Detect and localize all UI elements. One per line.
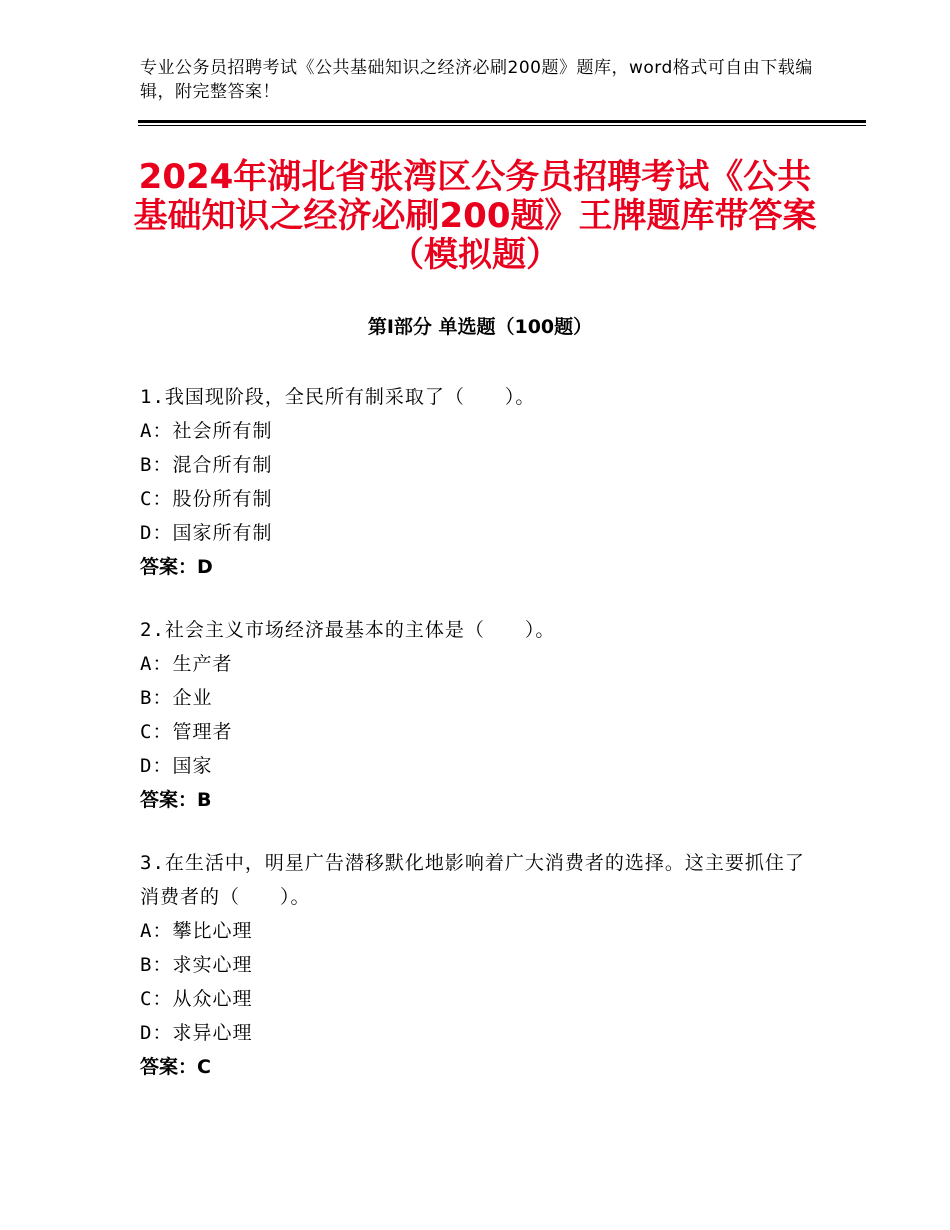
header-note: 专业公务员招聘考试《公共基础知识之经济必刷200题》题库，word格式可自由下载编辑，附完整答案！ (140, 58, 813, 102)
option-c: C：从众心理 (140, 988, 253, 1010)
option-a: A：社会所有制 (140, 420, 273, 442)
option-a: A：生产者 (140, 653, 233, 675)
question-3 (140, 846, 820, 1084)
question-1 (140, 380, 820, 584)
document-title: 2024年湖北省张湾区公务员招聘考试《公共基础知识之经济必刷200题》王牌题库带答案（模拟题） (133, 157, 817, 275)
option-b: B：混合所有制 (140, 454, 273, 476)
question-stem: 1.我国现阶段，全民所有制采取了（ ）。 (140, 386, 536, 408)
option-d: D：国家所有制 (140, 522, 273, 544)
answer: 答案：B (140, 789, 212, 811)
header-rule-thin (138, 125, 866, 126)
answer: 答案：C (140, 1056, 211, 1078)
question-stem: 2.社会主义市场经济最基本的主体是（ ）。 (140, 619, 556, 641)
option-d: D：国家 (140, 755, 213, 777)
question-list (140, 380, 820, 1113)
option-d: D：求异心理 (140, 1022, 253, 1044)
question-2 (140, 613, 820, 817)
option-a: A：攀比心理 (140, 920, 253, 942)
option-c: C：管理者 (140, 721, 233, 743)
section-heading: 第Ⅰ部分 单选题（100题） (367, 316, 593, 338)
question-stem: 3.在生活中，明星广告潜移默化地影响着广大消费者的选择。这主要抓住了消费者的（ ）。 (140, 852, 805, 908)
option-c: C：股份所有制 (140, 488, 273, 510)
answer: 答案：D (140, 556, 213, 578)
option-b: B：求实心理 (140, 954, 253, 976)
header-rule-thick (138, 120, 866, 123)
option-b: B：企业 (140, 687, 213, 709)
